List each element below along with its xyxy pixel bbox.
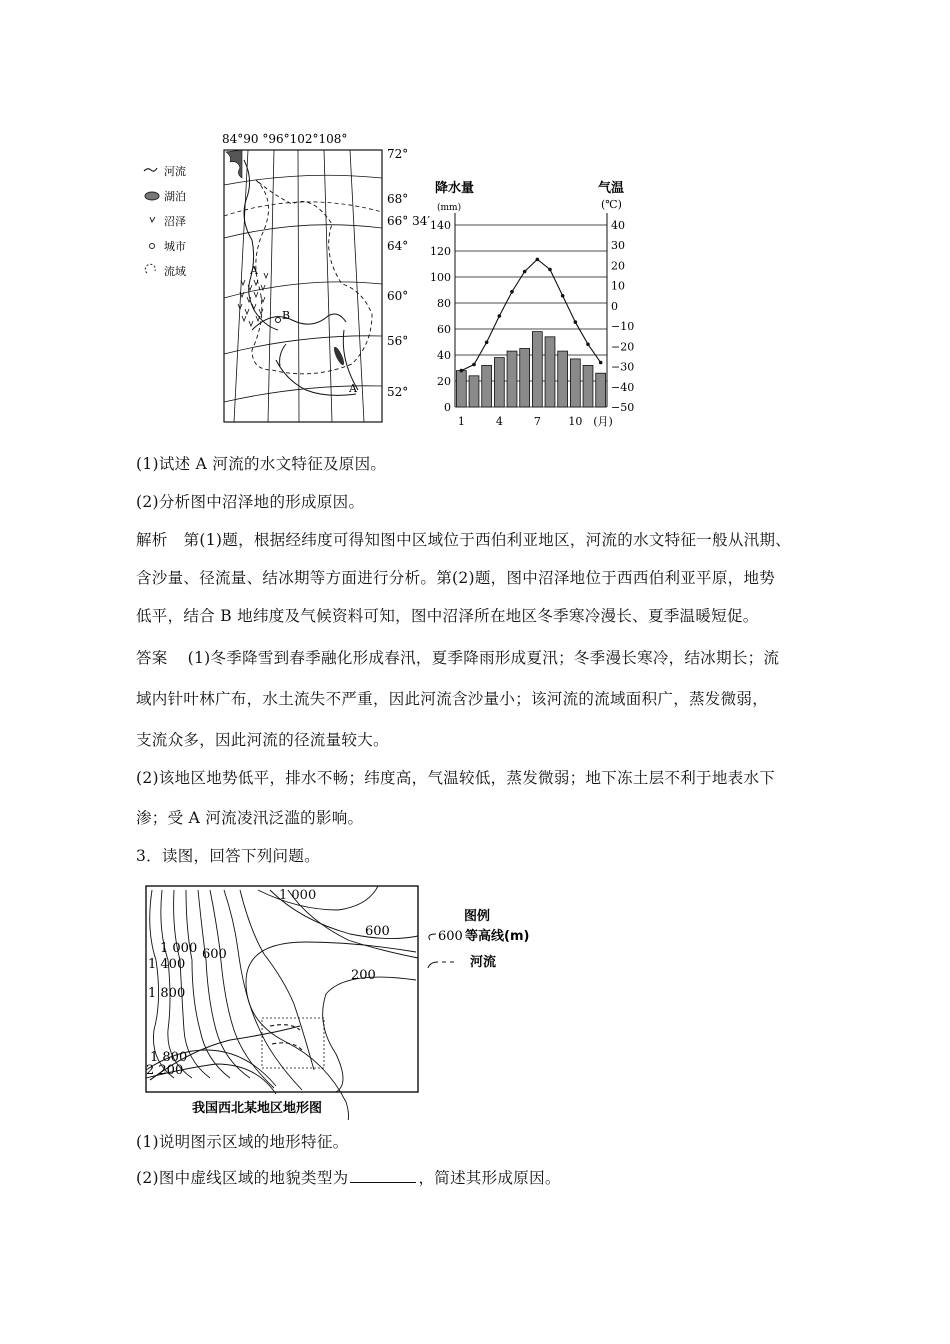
river-legend-icon (428, 962, 454, 968)
left-tick-label: 120 (430, 245, 451, 258)
temperature-point (485, 340, 489, 344)
answer-line-3: 支流众多，因此河流的径流量较大。 (136, 731, 389, 749)
left-tick-label: 0 (444, 401, 451, 414)
right-tick-label: −10 (611, 320, 635, 334)
legend-contour-value: 600 (438, 929, 463, 944)
x-tick-label: (月) (593, 415, 613, 428)
analysis-label: 解析 (136, 531, 168, 549)
lake-icon (145, 192, 159, 200)
question-3-1: (1)说明图示区域的地形特征。 (136, 1133, 349, 1151)
x-tick-label: 7 (533, 415, 541, 428)
svg-text:66° 34′: 66° 34′ (387, 214, 431, 228)
svg-text:72°: 72° (387, 147, 409, 161)
svg-text:64°: 64° (387, 239, 409, 253)
precipitation-bar (583, 365, 593, 407)
map-frame (224, 150, 382, 422)
contour-label-200: 200 (351, 968, 376, 983)
answer-label: 答案 (136, 649, 168, 667)
question-2: (2)分析图中沼泽地的形成原因。 (136, 493, 365, 511)
precipitation-bar (545, 337, 555, 407)
city-icon (150, 244, 155, 249)
precipitation-bar (482, 365, 492, 407)
x-tick-label: 10 (568, 415, 583, 428)
svg-text:湖泊: 湖泊 (164, 190, 186, 203)
temperature-point (574, 320, 578, 324)
right-tick-label: −30 (611, 360, 635, 374)
left-tick-label: 40 (437, 349, 451, 362)
answer-line-5: 渗；受 A 河流凌汛泛滥的影响。 (136, 809, 364, 827)
analysis-line-1 (136, 528, 791, 550)
svg-text:B: B (282, 309, 291, 322)
svg-text:城市: 城市 (164, 240, 186, 253)
temperature-line (461, 259, 600, 370)
contour-map-figure (140, 880, 560, 1120)
precipitation-bar (494, 358, 504, 407)
precipitation-bar (596, 373, 606, 407)
swamp-icon (150, 217, 155, 222)
contour-label-1000-top: 1 000 (279, 888, 317, 903)
analysis-text-1: 第(1)题，根据经纬度可得知图中区域位于西伯利亚地区，河流的水文特征一般从汛期、 (183, 531, 792, 549)
svg-text:A: A (349, 382, 357, 395)
precipitation-bar (469, 376, 479, 407)
answer-text-1: (1)冬季降雪到春季融化形成春汛，夏季降雨形成夏汛；冬季漫长寒冷，结冰期长；流 (187, 649, 780, 667)
temperature-point (523, 270, 527, 274)
temperature-point (498, 314, 502, 318)
latitude-labels (387, 147, 430, 399)
temperature-point (599, 361, 603, 365)
right-tick-label: 30 (611, 239, 625, 253)
legend-river (144, 164, 186, 178)
contour-label-1400: 1 400 (148, 957, 186, 972)
right-tick-label: −20 (611, 340, 635, 354)
legend-contour-label: 等高线(m) (465, 929, 530, 944)
x-tick-label: 1 (457, 415, 465, 428)
precipitation-bar (507, 351, 517, 407)
svg-text:流域: 流域 (164, 265, 186, 278)
temperature-point (510, 290, 514, 294)
temperature-point (536, 258, 540, 262)
question-1: (1)试述 A 河流的水文特征及原因。 (136, 455, 387, 473)
contour-label-2200: 2 200 (146, 1063, 184, 1078)
analysis-line-2: 含沙量、径流量、结冰期等方面进行分析。第(2)题，图中沼泽地位于西西伯利亚平原，地势 (136, 569, 776, 587)
legend-basin (145, 264, 186, 278)
left-tick-label: 100 (430, 271, 451, 284)
legend-swamp (150, 215, 186, 228)
question-3-2-after: ，简述其形成原因。 (418, 1169, 561, 1187)
legend-title: 图例 (464, 909, 491, 924)
question-3-2-before: (2)图中虚线区域的地貌类型为 (136, 1169, 349, 1187)
basin-icon (145, 264, 155, 273)
precipitation-bar (456, 371, 466, 407)
svg-text:52°: 52° (387, 385, 409, 399)
chart-left-title: 降水量 (435, 181, 475, 196)
temperature-point (472, 363, 476, 367)
right-tick-label: −40 (611, 380, 635, 394)
svg-text:沼泽: 沼泽 (164, 215, 186, 228)
contour-label-1800-upper: 1 800 (148, 986, 186, 1001)
contour-label-1000-left: 1 000 (160, 941, 198, 956)
answer-blank[interactable] (350, 1168, 416, 1183)
svg-text:河流: 河流 (164, 165, 186, 178)
temperature-point (561, 294, 565, 298)
temperature-point (586, 343, 590, 347)
contour-map-caption: 我国西北某地区地形图 (192, 1101, 323, 1116)
map-figure (136, 130, 436, 430)
right-tick-label: −50 (611, 401, 635, 414)
temperature-point (460, 369, 464, 373)
precipitation-bar (532, 332, 542, 407)
left-tick-label: 80 (437, 297, 451, 310)
svg-text:A: A (250, 264, 258, 277)
left-tick-label: 20 (437, 375, 451, 388)
chart-left-unit: (mm) (437, 203, 462, 213)
answer-line-2: 域内针叶林广布，水土流失不严重，因此河流含沙量小；该河流的流域面积广，蒸发微弱， (136, 690, 769, 708)
contour-lines (146, 886, 418, 1120)
map-legend (144, 164, 186, 278)
x-tick-label: 4 (495, 415, 503, 428)
question-3-2 (136, 1166, 561, 1188)
contour-map-legend (428, 908, 529, 970)
climate-chart (425, 178, 635, 433)
river-icon (144, 168, 157, 171)
temperature-point (548, 268, 552, 272)
longitude-labels: 84°90 °96°102°108° (222, 132, 348, 146)
contour-label-600-left: 600 (202, 947, 227, 962)
contour-label-1800-lower: 1 800 (150, 1050, 188, 1065)
chart-right-title: 气温 (598, 181, 625, 196)
svg-text:68°: 68° (387, 192, 409, 206)
legend-river-label: 河流 (470, 955, 497, 970)
legend-lake (145, 189, 186, 203)
precipitation-bar (558, 351, 568, 407)
precipitation-bar (570, 359, 580, 407)
analysis-line-3: 低平，结合 B 地纬度及气候资料可知，图中沼泽所在地区冬季寒冷漫长、夏季温暖短促。 (136, 607, 759, 625)
question-3-intro: 3．读图，回答下列问题。 (136, 847, 320, 865)
answer-line-1 (136, 646, 779, 668)
precipitation-bar (520, 349, 530, 408)
right-tick-label: 20 (611, 259, 625, 273)
swamp-area (238, 273, 268, 326)
left-tick-label: 60 (437, 323, 451, 336)
contour-label-600-right: 600 (365, 924, 390, 939)
right-tick-label: 10 (611, 279, 625, 293)
answer-line-4: (2)该地区地势低平，排水不畅；纬度高，气温较低，蒸发微弱；地下冻土层不利于地表水下 (136, 769, 776, 787)
chart-right-unit: (℃) (601, 198, 622, 211)
svg-text:60°: 60° (387, 289, 409, 303)
svg-text:56°: 56° (387, 334, 409, 348)
city-b-marker (276, 318, 281, 323)
contour-legend-icon (429, 934, 436, 940)
right-tick-label: 40 (611, 219, 625, 232)
left-tick-label: 140 (430, 219, 451, 232)
legend-city (150, 240, 187, 253)
right-tick-label: 0 (611, 299, 618, 313)
